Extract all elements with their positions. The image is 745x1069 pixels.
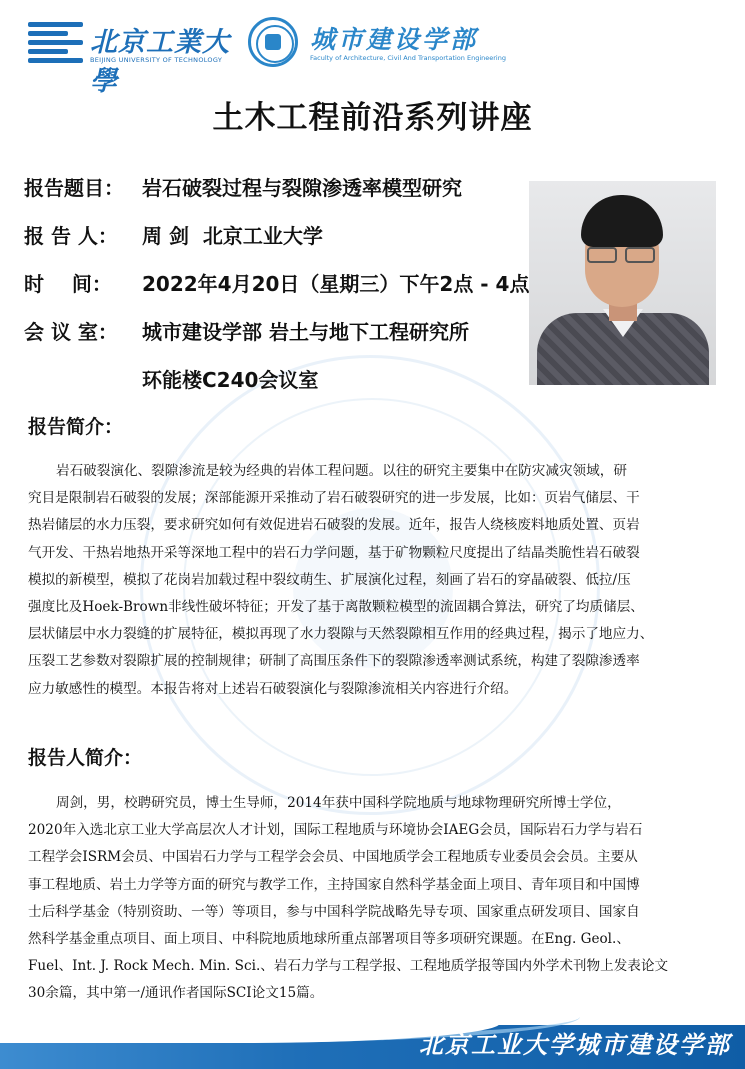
faculty-seal-icon: [248, 17, 298, 67]
paragraph-line: 事工程地质、岩土力学等方面的研究与教学工作，主持国家自然科学基金面上项目、青年项目和中国博: [28, 876, 640, 893]
university-name-cn: 北京工業大學: [90, 27, 230, 97]
footer: [0, 1003, 745, 1069]
paragraph-line: 应力敏感性的模型。本报告将对上述岩石破裂演化与裂隙渗流相关内容进行介绍。: [28, 680, 518, 697]
university-name-en: BEIJING UNIVERSITY OF TECHNOLOGY: [90, 56, 223, 64]
speaker-intro-heading: 报告人简介：: [28, 747, 143, 769]
paragraph-line: 岩石破裂演化、裂隙渗流是较为经典的岩体工程问题。以往的研究主要集中在防灾减灾领域，研: [56, 463, 627, 479]
info-room: [24, 316, 469, 345]
report-intro-text: [28, 458, 718, 703]
room-value-line2: 环能楼C240会议室: [142, 368, 319, 392]
room-value-line1: 城市建设学部 岩土与地下工程研究所: [142, 320, 469, 344]
bjut-logo: [28, 18, 233, 97]
header: [0, 0, 745, 97]
topic-label: 报告题目：: [24, 176, 124, 200]
paragraph-line: 气开发、干热岩地热开采等深地工程中的岩石力学问题，基于矿物颗粒尺度提出了结晶类脆性岩石破裂: [28, 544, 640, 561]
paragraph-line: 热岩储层的水力压裂，要求研究如何有效促进岩石破裂的发展。近年，报告人绕核废料地质处置、页岩: [28, 517, 640, 534]
paragraph-line: 压裂工艺参数对裂隙扩展的控制规律；研制了高围压条件下的裂隙渗透率测试系统，构建了裂隙渗透率: [28, 653, 640, 670]
paragraph-line: 层状储层中水力裂缝的扩展特征，模拟再现了水力裂隙与天然裂隙相互作用的经典过程，揭示了地应力、: [28, 626, 654, 643]
faculty-name-cn: 城市建设学部: [310, 25, 479, 54]
paragraph-line: 然科学基金重点项目、面上项目、中科院地质地球所重点部署项目等多项研究课题。在Eng. Geol.、: [28, 931, 630, 948]
paragraph-line: 模拟的新模型，模拟了花岗岩加载过程中裂纹萌生、扩展演化过程，刻画了岩石的穿晶破裂、低拉/压: [28, 571, 631, 588]
paragraph-line: 究目是限制岩石破裂的发展；深部能源开采推动了岩石破裂研究的进一步发展，比如：页岩气储层、干: [28, 490, 640, 507]
paragraph-line: 士后科学基金（特别资助、一等）等项目，参与中国科学院战略先导专项、国家重点研发项目、国家自: [28, 903, 640, 920]
footer-text: 北京工业大学城市建设学部: [419, 1030, 731, 1059]
info-room-line2: [142, 364, 318, 393]
speaker-label: 报 告 人：: [24, 224, 118, 248]
speaker-value: 周 剑 北京工业大学: [142, 224, 323, 248]
page-title: 土木工程前沿系列讲座: [212, 100, 533, 136]
paragraph-line: Fuel、Int. J. Rock Mech. Min. Sci.、岩石力学与工程学报、工程地质学报等国内外学术刊物上发表论文: [28, 958, 669, 975]
time-label: 时 间：: [24, 272, 112, 296]
paragraph-line: 2020年入选北京工业大学高层次人才计划，国际工程地质与环境协会IAEG会员，国际岩石力学与岩石: [28, 822, 643, 839]
paragraph-line: 周剑，男，校聘研究员，博士生导师，2014年获中国科学院地质与地球物理研究所博士学位，: [56, 795, 621, 811]
paragraph-line: 工程学会ISRM会员、中国岩石力学与工程学会会员、中国地质学会工程地质专业委员会会员。主要从: [28, 849, 638, 866]
faculty-name-en: Faculty of Architecture, Civil And Transportation Engineering: [310, 54, 506, 62]
paragraph-line: 30余篇，其中第一/通讯作者国际SCI论文15篇。: [28, 985, 324, 1002]
speaker-photo: [529, 181, 716, 385]
speaker-intro-text: [28, 790, 718, 1008]
paragraph-line: 强度比及Hoek-Brown非线性破坏特征；开发了基于离散颗粒模型的流固耦合算法，研究了均质储层、: [28, 599, 644, 616]
info-topic: [24, 172, 462, 201]
info-speaker: [24, 220, 323, 249]
info-time: [24, 268, 529, 297]
room-label: 会 议 室：: [24, 320, 118, 344]
time-value: 2022年4月20日（星期三）下午2点 - 4点: [142, 272, 530, 296]
bjut-emblem-icon: [28, 22, 83, 64]
report-intro-heading: 报告简介：: [28, 416, 124, 438]
topic-value: 岩石破裂过程与裂隙渗透率模型研究: [142, 176, 462, 200]
